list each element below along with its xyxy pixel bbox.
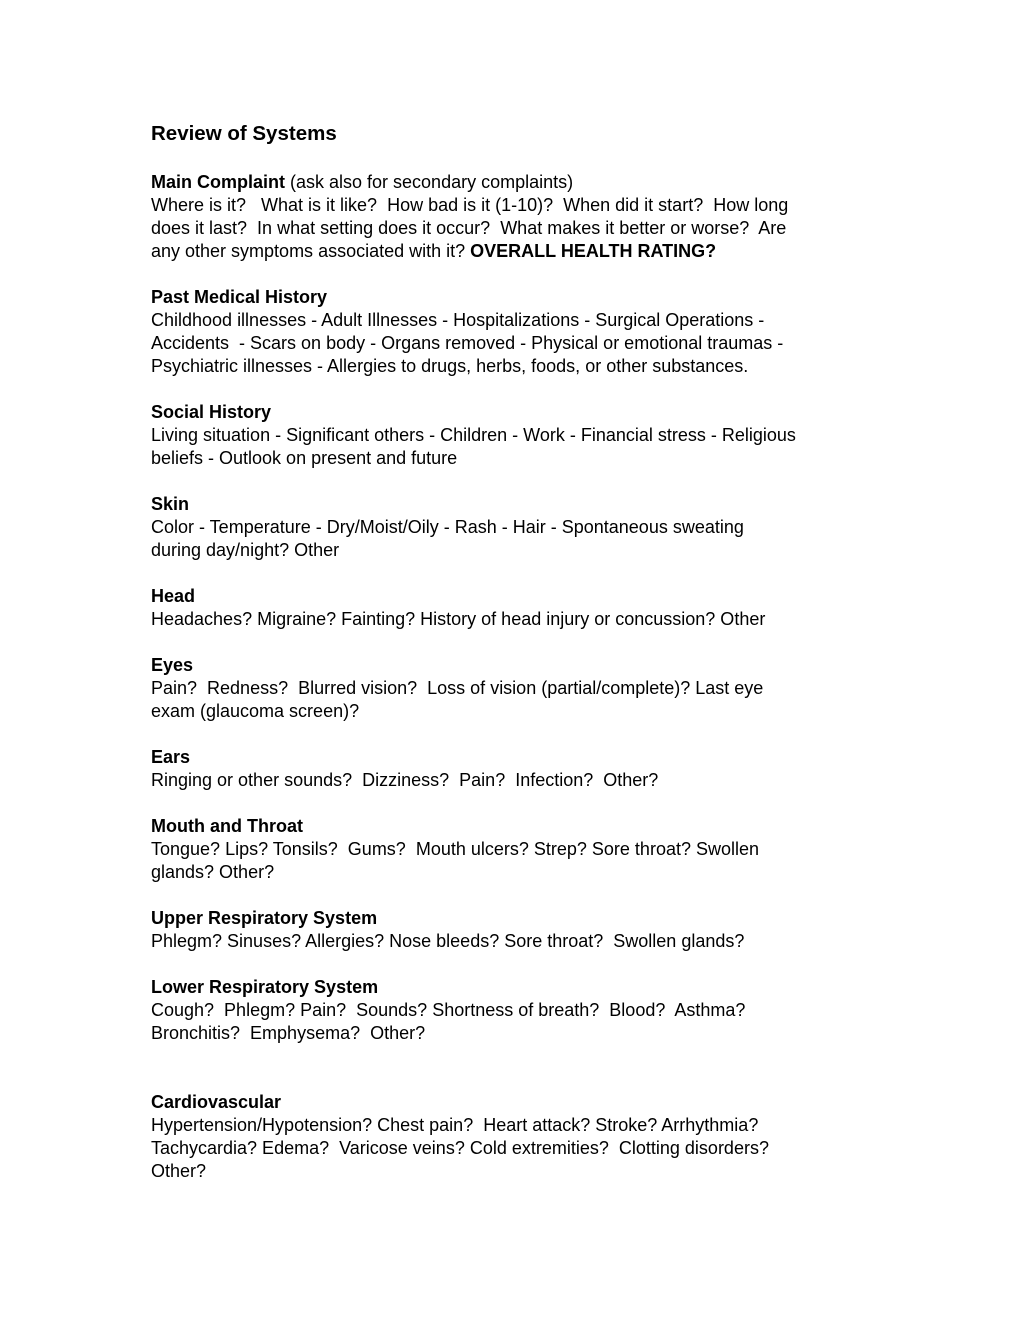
section-line: Where is it? What is it like? How bad is it (1-10)? When did it start? How long bbox=[151, 195, 789, 215]
section-cardiovascular bbox=[151, 1091, 881, 1183]
section-eyes bbox=[151, 654, 881, 723]
section-line: Other? bbox=[151, 1161, 207, 1181]
heading-note: (ask also for secondary complaints) bbox=[285, 172, 574, 192]
section-heading: Lower Respiratory System bbox=[151, 977, 379, 997]
section-line: Childhood illnesses - Adult Illnesses - Hospitalizations - Surgical Operations - bbox=[151, 310, 765, 330]
section-line bbox=[151, 240, 881, 263]
section-line: Bronchitis? Emphysema? Other? bbox=[151, 1023, 426, 1043]
section-mouth-and-throat bbox=[151, 815, 881, 884]
section-line: Color - Temperature - Dry/Moist/Oily - Rash - Hair - Spontaneous sweating bbox=[151, 517, 744, 537]
section-line: does it last? In what setting does it occur? What makes it better or worse? Are bbox=[151, 218, 787, 238]
section-heading: Head bbox=[151, 586, 196, 606]
section-head bbox=[151, 585, 881, 631]
section-heading: Ears bbox=[151, 747, 191, 767]
section-line: Phlegm? Sinuses? Allergies? Nose bleeds? Sore throat? Swollen glands? bbox=[151, 931, 745, 951]
section-skin bbox=[151, 493, 881, 562]
section-line: Cough? Phlegm? Pain? Sounds? Shortness of breath? Blood? Asthma? bbox=[151, 1000, 746, 1020]
section-heading: Past Medical History bbox=[151, 287, 328, 307]
section-heading: Skin bbox=[151, 494, 190, 514]
section-ears bbox=[151, 746, 881, 792]
section-line: Psychiatric illnesses - Allergies to drugs, herbs, foods, or other substances. bbox=[151, 356, 749, 376]
section-heading: Social History bbox=[151, 402, 272, 422]
section-main-complaint bbox=[151, 171, 881, 263]
section-line: during day/night? Other bbox=[151, 540, 340, 560]
section-heading: Main Complaint bbox=[151, 172, 285, 192]
section-line: Ringing or other sounds? Dizziness? Pain? Infection? Other? bbox=[151, 770, 659, 790]
section-social-history bbox=[151, 401, 881, 470]
section-past-medical-history bbox=[151, 286, 881, 378]
section-line: Accidents - Scars on body - Organs removed - Physical or emotional traumas - bbox=[151, 333, 784, 353]
section-line: beliefs - Outlook on present and future bbox=[151, 448, 458, 468]
section-line-text: any other symptoms associated with it? bbox=[151, 241, 471, 261]
section-line: Headaches? Migraine? Fainting? History of head injury or concussion? Other bbox=[151, 609, 766, 629]
section-line: Hypertension/Hypotension? Chest pain? Heart attack? Stroke? Arrhythmia? bbox=[151, 1115, 759, 1135]
overall-health-rating: OVERALL HEALTH RATING? bbox=[470, 241, 717, 261]
section-lower-respiratory bbox=[151, 976, 881, 1045]
section-heading: Eyes bbox=[151, 655, 194, 675]
section-line: Pain? Redness? Blurred vision? Loss of vision (partial/complete)? Last eye bbox=[151, 678, 764, 698]
section-line: Tongue? Lips? Tonsils? Gums? Mouth ulcers? Strep? Sore throat? Swollen bbox=[151, 839, 760, 859]
section-heading: Cardiovascular bbox=[151, 1092, 282, 1112]
section-upper-respiratory bbox=[151, 907, 881, 953]
section-heading-line bbox=[151, 171, 881, 194]
section-line: exam (glaucoma screen)? bbox=[151, 701, 360, 721]
section-line: Tachycardia? Edema? Varicose veins? Cold extremities? Clotting disorders? bbox=[151, 1138, 769, 1158]
section-heading: Upper Respiratory System bbox=[151, 908, 378, 928]
section-line: glands? Other? bbox=[151, 862, 275, 882]
section-heading: Mouth and Throat bbox=[151, 816, 303, 836]
section-line: Living situation - Significant others - Children - Work - Financial stress - Religious bbox=[151, 425, 796, 445]
page-title: Review of Systems bbox=[151, 122, 337, 145]
